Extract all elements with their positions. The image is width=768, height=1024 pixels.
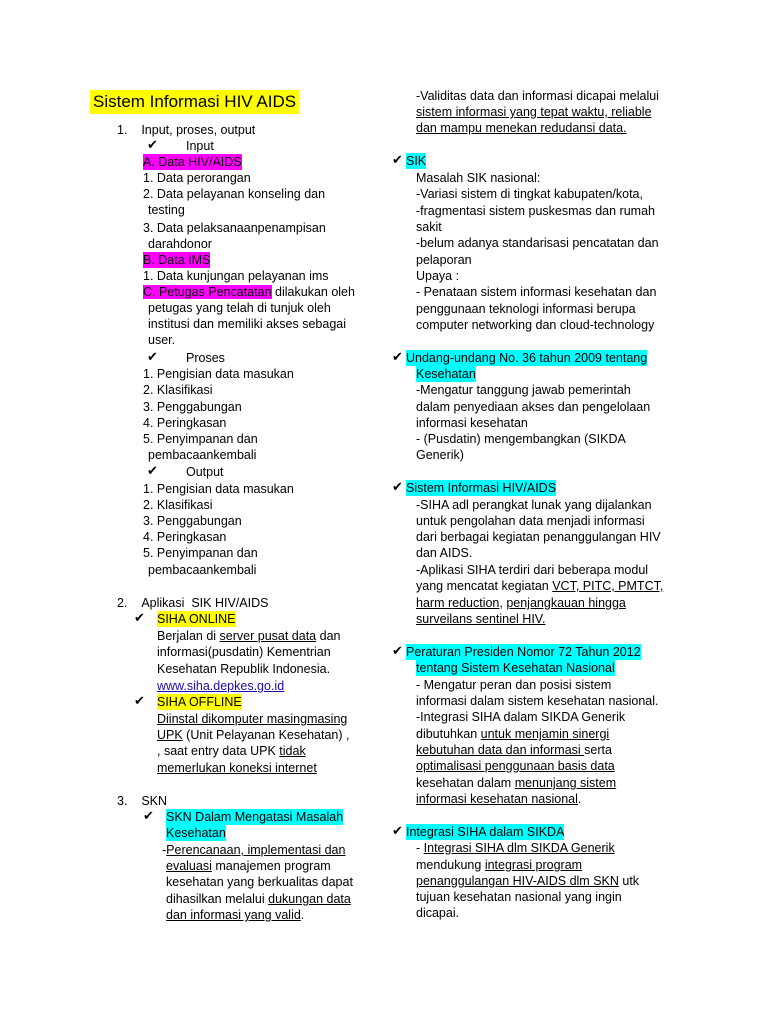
check-icon: ✔ [143, 809, 154, 824]
text: kebutuhan data dan informasi [416, 743, 585, 757]
data-ims-heading: B. Data IMS [143, 253, 211, 267]
text [416, 775, 616, 791]
section-2-heading: 2. Aplikasi SIK HIV/AIDS [117, 596, 269, 610]
list-item: 2. Klasifikasi [143, 498, 213, 512]
list-item: 1. Data perorangan [143, 171, 251, 185]
text: -fragmentasi sistem puskesmas dan rumah [416, 204, 655, 218]
proses-label: Proses [186, 351, 225, 365]
check-icon: ✔ [147, 350, 158, 365]
text: petugas yang telah di tunjuk oleh [148, 301, 331, 315]
text: utk [618, 874, 640, 888]
text: dilakukan oleh [271, 285, 355, 299]
text [162, 842, 345, 858]
list-item: 3. Penggabungan [143, 514, 242, 528]
text: VCT, PITC, PMTCT, [552, 579, 664, 593]
text: penjangkauan hingga [506, 596, 626, 610]
perpres-heading: Peraturan Presiden Nomor 72 Tahun 2012 [406, 645, 641, 659]
text: institusi dan memiliki akses sebagai [148, 317, 347, 331]
text: -Integrasi SIHA dalam SIKDA Generik [416, 710, 626, 724]
siha-system-heading: Sistem Informasi HIV/AIDS [406, 481, 557, 495]
text: , [499, 596, 507, 610]
petugas-heading: C. Petugas Pencatatan [143, 285, 272, 299]
text: Perencanaan, implementasi dan [166, 843, 346, 857]
text: mendukung [416, 858, 485, 872]
text: optimalisasi penggunaan basis data [416, 759, 615, 773]
list-item: 1. Data kunjungan pelayanan ims [143, 269, 329, 283]
text: manajemen program [211, 859, 331, 873]
text: dalam penyediaan akses dan pengelolaan [416, 400, 651, 414]
perpres-heading-cont: tentang Sistem Kesehatan Nasional [416, 661, 615, 675]
text: integrasi program [484, 858, 583, 872]
text [416, 857, 582, 873]
text: (Unit Pelayanan Kesehatan) , [182, 728, 350, 742]
list-item-cont: darahdonor [148, 237, 212, 251]
page-title: Sistem Informasi HIV AIDS [90, 90, 299, 114]
data-hiv-heading: A. Data HIV/AIDS [143, 155, 242, 169]
text: computer networking dan cloud-technology [416, 318, 655, 332]
uu-heading-cont: Kesehatan [416, 367, 476, 381]
uu-heading: Undang-undang No. 36 tahun 2009 tentang [406, 351, 648, 365]
text: untuk pengolahan data menjadi informasi [416, 514, 645, 528]
section-1-heading: 1. Input, proses, output [117, 123, 256, 137]
text: untuk menjamin sinergi [480, 727, 610, 741]
output-label: Output [186, 465, 224, 479]
text: -Variasi sistem di tingkat kabupaten/kota, [416, 187, 643, 201]
list-item: 3. Data pelaksanaanpenampisan [143, 221, 326, 235]
text: tidak [279, 744, 306, 758]
text: dari berbagai kegiatan penanggulangan HIV [416, 530, 661, 544]
text: dan mampu menekan redudansi data. [416, 121, 627, 135]
text: - Penataan sistem informasi kesehatan dan [416, 285, 657, 299]
text: tujuan kesehatan nasional yang ingin [416, 890, 622, 904]
integrasi-heading: Integrasi SIHA dalam SIKDA [406, 825, 565, 839]
petugas-line [143, 284, 355, 300]
text: kesehatan yang berkualitas dapat [166, 875, 353, 889]
text: , saat entry data UPK [157, 744, 280, 758]
text: Generik) [416, 448, 464, 462]
text [166, 891, 351, 907]
text: Masalah SIK nasional: [416, 171, 541, 185]
list-item: 5. Penyimpanan dan [143, 546, 258, 560]
list-item: 1. Pengisian data masukan [143, 482, 294, 496]
text [416, 578, 663, 594]
section-3-heading: 3. SKN [117, 794, 168, 808]
check-icon: ✔ [147, 138, 158, 153]
text: -Aplikasi SIHA terdiri dari beberapa modul [416, 563, 649, 577]
text [166, 907, 304, 923]
text: . [577, 792, 582, 806]
text: dibutuhkan [416, 727, 481, 741]
list-item: 2. Data pelayanan konseling dan [143, 187, 326, 201]
text: dihasilkan melalui [166, 892, 269, 906]
text: evaluasi [166, 859, 212, 873]
text: Berjalan di [157, 629, 220, 643]
list-item: 1. Pengisian data masukan [143, 367, 294, 381]
text: . [300, 908, 305, 922]
text: Upaya : [416, 269, 460, 283]
text [416, 840, 615, 856]
check-icon: ✔ [134, 694, 145, 709]
text: memerlukan koneksi internet [157, 761, 317, 775]
text [416, 595, 626, 611]
text: informasi kesehatan nasional [416, 792, 578, 806]
list-item: 4. Peringkasan [143, 416, 227, 430]
text: -Validitas data dan informasi dicapai melalui [416, 89, 659, 103]
input-label: Input [186, 139, 214, 153]
check-icon: ✔ [392, 350, 403, 365]
siha-link[interactable]: www.siha.depkes.go.id [157, 679, 285, 693]
list-item: 4. Peringkasan [143, 530, 227, 544]
text: dan AIDS. [416, 546, 473, 560]
text: -belum adanya standarisasi pencatatan dan [416, 236, 659, 250]
siha-offline-heading: SIHA OFFLINE [157, 695, 242, 709]
text: surveilans sentinel HIV. [416, 612, 546, 626]
text: - Mengatur peran dan posisi sistem [416, 678, 612, 692]
text: server pusat data [219, 629, 317, 643]
text: Integrasi SIHA dlm SIKDA Generik [423, 841, 615, 855]
text [157, 727, 349, 743]
list-item: 2. Klasifikasi [143, 383, 213, 397]
check-icon: ✔ [392, 153, 403, 168]
text: penanggulangan HIV-AIDS dlm SKN [416, 874, 619, 888]
sik-heading: SIK [406, 154, 427, 168]
text [157, 628, 340, 644]
text [166, 858, 331, 874]
check-icon: ✔ [392, 824, 403, 839]
text: UPK [157, 728, 183, 742]
text: dan [316, 629, 341, 643]
list-item-cont: pembacaankembali [148, 448, 257, 462]
list-item-cont: testing [148, 203, 185, 217]
text [416, 742, 612, 758]
text [416, 791, 581, 807]
text: menunjang sistem [514, 776, 617, 790]
text: sistem informasi yang tepat waktu, reliable [416, 105, 652, 119]
skn-heading-cont: Kesehatan [166, 826, 226, 840]
list-item: 3. Penggabungan [143, 400, 242, 414]
text: Diinstal dikomputer masingmasing [157, 712, 348, 726]
text: user. [148, 333, 176, 347]
text: - (Pusdatin) mengembangkan (SIKDA [416, 432, 626, 446]
text: informasi dalam sistem kesehatan nasional. [416, 694, 659, 708]
text: harm reduction [416, 596, 500, 610]
text: serta [584, 743, 612, 757]
text: -Mengatur tanggung jawab pemerintah [416, 383, 631, 397]
text: dan informasi yang valid [166, 908, 301, 922]
text: informasi kesehatan [416, 416, 528, 430]
list-item-cont: pembacaankembali [148, 563, 257, 577]
text: penggunaan teknologi informasi berupa [416, 302, 636, 316]
text: Kesehatan Republik Indonesia. [157, 662, 331, 676]
text: pelaporan [416, 253, 472, 267]
text: yang mencatat kegiatan [416, 579, 553, 593]
text: informasi(pusdatin) Kementrian [157, 645, 331, 659]
text [416, 873, 639, 889]
text: dukungan data [268, 892, 351, 906]
text: -SIHA adl perangkat lunak yang dijalankan [416, 498, 652, 512]
text: - [162, 843, 167, 857]
siha-online-heading: SIHA ONLINE [157, 612, 236, 626]
check-icon: ✔ [392, 644, 403, 659]
text: - [416, 841, 424, 855]
list-item: 5. Penyimpanan dan [143, 432, 258, 446]
check-icon: ✔ [147, 464, 158, 479]
text: kesehatan dalam [416, 776, 515, 790]
skn-heading: SKN Dalam Mengatasi Masalah [166, 810, 344, 824]
check-icon: ✔ [134, 611, 145, 626]
text: sakit [416, 220, 442, 234]
check-icon: ✔ [392, 480, 403, 495]
text: dicapai. [416, 906, 460, 920]
text [416, 726, 609, 742]
text [157, 743, 306, 759]
